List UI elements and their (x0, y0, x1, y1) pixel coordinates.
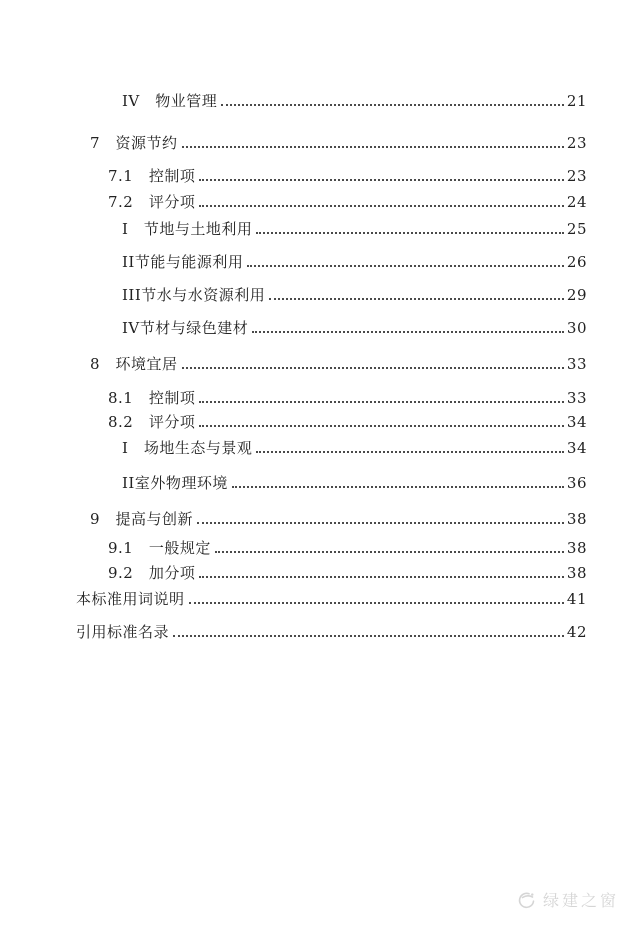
toc-entry-label: IV节材与绿色建材 (122, 319, 249, 337)
dot-leader (269, 298, 564, 300)
toc-entry (76, 390, 587, 406)
toc-entry-page-number: 21 (566, 92, 587, 110)
toc-entry-page-number: 23 (566, 134, 587, 152)
dot-leader (199, 179, 564, 181)
toc-entry-page-number: 30 (566, 319, 587, 337)
toc-entry-label: 7.1 控制项 (108, 167, 196, 185)
toc-entry-page-number: 42 (566, 623, 587, 641)
toc-entry-page-number: 23 (566, 167, 587, 185)
toc-entry-label: III节水与水资源利用 (122, 286, 266, 304)
toc-entry-page-number: 26 (566, 253, 587, 271)
toc-entry (76, 440, 587, 456)
dot-leader (256, 451, 563, 453)
toc-entry-page-number: 33 (566, 355, 587, 373)
dot-leader (199, 425, 564, 427)
swirl-globe-logo-icon (517, 890, 537, 910)
dot-leader (173, 635, 564, 637)
toc-entry-page-number: 38 (566, 539, 587, 557)
toc-entry (76, 135, 587, 151)
toc-entry (76, 511, 587, 527)
toc-entry (76, 475, 587, 491)
toc-entry (76, 221, 587, 237)
toc-entry (76, 194, 587, 210)
toc-entry-label: IV 物业管理 (122, 92, 218, 110)
toc-entry-label: 8.2 评分项 (108, 413, 196, 431)
toc-entry-label: 8 环境宜居 (90, 355, 178, 373)
toc-entry-label: I 节地与土地利用 (122, 220, 253, 238)
toc-entry-page-number: 38 (566, 510, 587, 528)
toc-entry-page-number: 33 (566, 389, 587, 407)
toc-entry-page-number: 29 (566, 286, 587, 304)
toc-entry-page-number: 24 (566, 193, 587, 211)
toc-entry-label: 9.2 加分项 (108, 564, 196, 582)
dot-leader (182, 146, 564, 148)
toc-entry-label: 8.1 控制项 (108, 389, 196, 407)
toc-list (76, 93, 587, 640)
toc-entry-page-number: 36 (566, 474, 587, 492)
toc-entry-page-number: 41 (566, 590, 587, 608)
toc-entry (76, 624, 587, 640)
toc-entry-page-number: 34 (566, 439, 587, 457)
dot-leader (232, 486, 564, 488)
toc-entry (76, 254, 587, 270)
toc-entry (76, 320, 587, 336)
toc-entry-page-number: 38 (566, 564, 587, 582)
dot-leader (189, 602, 564, 604)
toc-entry (76, 93, 587, 109)
toc-entry-label: I 场地生态与景观 (122, 439, 253, 457)
dot-leader (221, 104, 564, 106)
dot-leader (252, 331, 564, 333)
watermark (517, 888, 619, 911)
dot-leader (199, 205, 564, 207)
dot-leader (182, 367, 564, 369)
toc-entry-label: 7.2 评分项 (108, 193, 196, 211)
toc-entry-label: 本标准用词说明 (76, 590, 185, 608)
toc-entry-label: 9 提高与创新 (90, 510, 194, 528)
toc-entry-label: 引用标准名录 (76, 623, 170, 641)
dot-leader (199, 576, 564, 578)
toc-entry (76, 591, 587, 607)
toc-entry-label: II室外物理环境 (122, 474, 228, 492)
toc-entry (76, 168, 587, 184)
toc-entry-page-number: 25 (566, 220, 587, 238)
toc-entry (76, 540, 587, 556)
toc-entry-label: II节能与能源利用 (122, 253, 244, 271)
dot-leader (199, 401, 564, 403)
toc-entry (76, 356, 587, 372)
watermark-text: 绿建之窗 (542, 891, 619, 910)
dot-leader (197, 522, 564, 524)
toc-entry (76, 414, 587, 430)
toc-entry (76, 565, 587, 581)
toc-entry-page-number: 34 (566, 413, 587, 431)
toc-entry-label: 7 资源节约 (90, 134, 178, 152)
toc-entry (76, 287, 587, 303)
dot-leader (256, 232, 563, 234)
dot-leader (215, 551, 564, 553)
dot-leader (247, 265, 564, 267)
toc-entry-label: 9.1 一般规定 (108, 539, 211, 557)
